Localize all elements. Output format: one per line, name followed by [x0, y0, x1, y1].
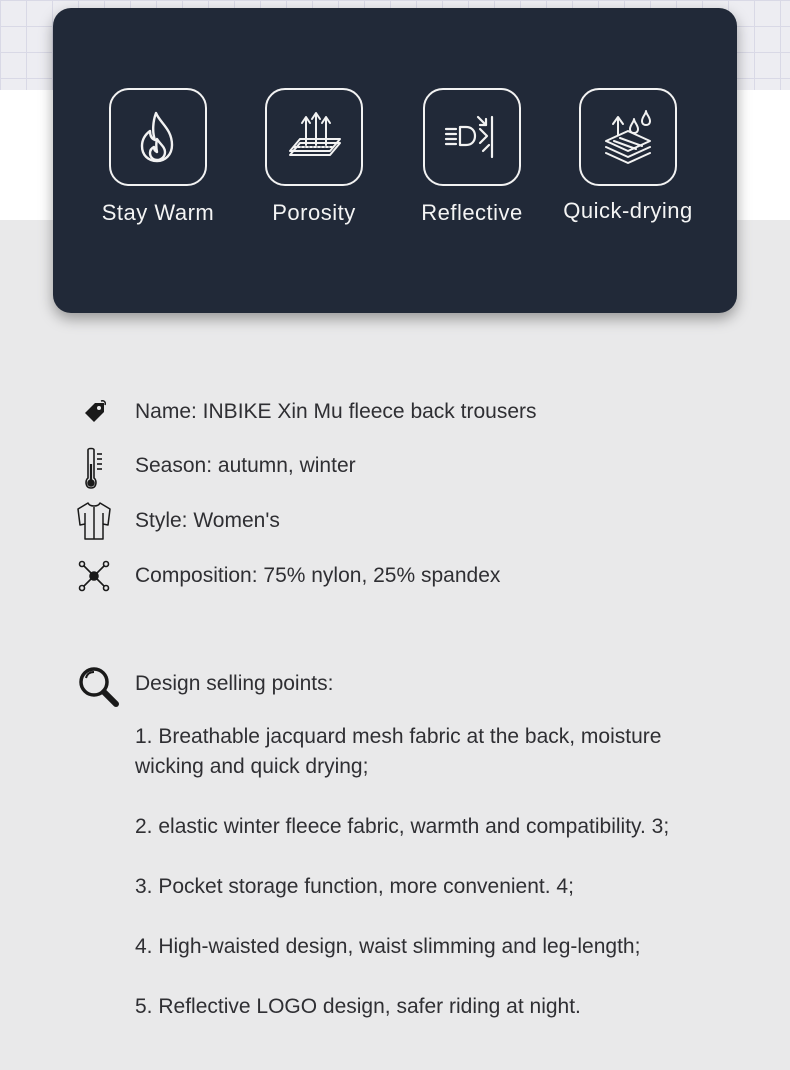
spec-name-text: Name: INBIKE Xin Mu fleece back trousers — [135, 400, 537, 423]
design-heading-row — [0, 660, 790, 710]
spec-style-text: Style: Women's — [135, 509, 280, 532]
thermometer-icon — [72, 446, 116, 492]
feature-porosity — [239, 88, 389, 226]
features-panel — [53, 8, 737, 313]
feature-label: Reflective — [421, 200, 523, 225]
magnifier-icon — [76, 664, 122, 710]
feature-label: Stay Warm — [101, 200, 215, 225]
feature-stay-warm — [83, 88, 233, 226]
layers-droplets-icon — [579, 88, 677, 186]
spec-composition-text: Composition: 75% nylon, 25% spandex — [135, 564, 501, 587]
design-heading: Design selling points: — [135, 672, 334, 695]
flame-icon — [109, 88, 207, 186]
reflective-light-icon — [423, 88, 521, 186]
jersey-icon — [72, 499, 116, 543]
porosity-arrows-icon — [265, 88, 363, 186]
selling-point: 5. Reflective LOGO design, safer riding at night. — [135, 995, 581, 1018]
selling-point: 1. Breathable jacquard mesh fabric at the back, moisture wicking and quick drying; — [135, 725, 662, 778]
spec-composition-row — [0, 554, 790, 594]
selling-points-list — [135, 722, 735, 1052]
feature-reflective — [397, 88, 547, 226]
spec-season-text: Season: autumn, winter — [135, 454, 356, 477]
feature-label: Quick-drying — [563, 198, 693, 223]
selling-point: 2. elastic winter fleece fabric, warmth and compatibility. 3; — [135, 815, 670, 838]
spec-name-row — [0, 390, 790, 430]
spec-season-row — [0, 444, 790, 484]
selling-point: 4. High-waisted design, waist slimming and leg-length; — [135, 935, 641, 958]
feature-quick-drying — [553, 88, 703, 224]
tag-icon — [72, 390, 116, 434]
molecule-icon — [72, 554, 116, 598]
spec-style-row — [0, 499, 790, 539]
selling-point: 3. Pocket storage function, more convenient. 4; — [135, 875, 574, 898]
feature-label: Porosity — [272, 200, 356, 225]
